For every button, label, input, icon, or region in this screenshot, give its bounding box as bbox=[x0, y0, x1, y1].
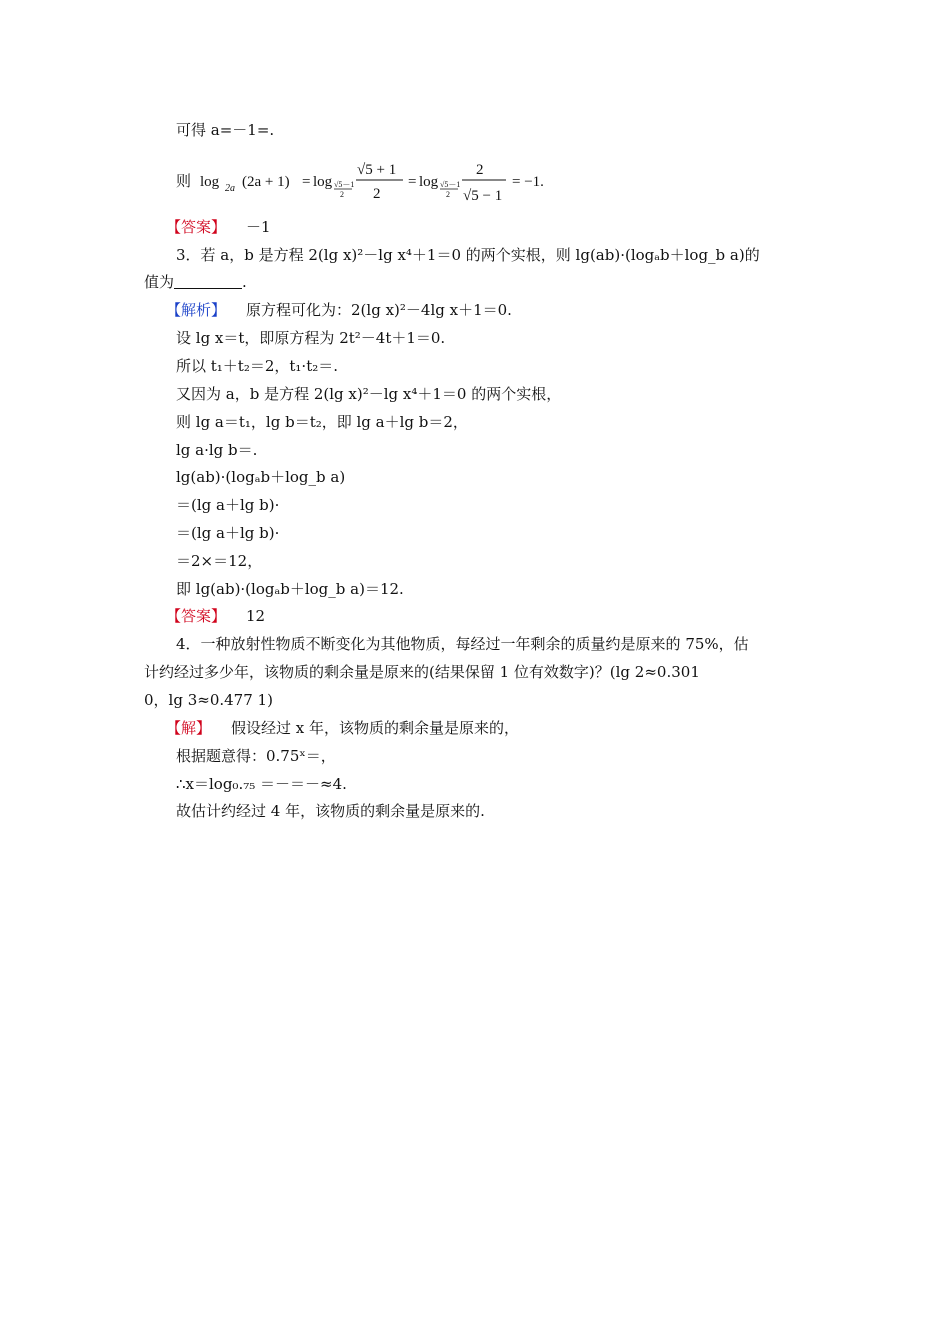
formula-base1: √5－1 bbox=[334, 180, 355, 189]
q3-suffix: . bbox=[242, 273, 247, 291]
solution-line: 则 lg a＝t₁，lg b＝t₂，即 lg a＋lg b＝2， bbox=[176, 413, 468, 431]
formula-base1-den: 2 bbox=[340, 190, 344, 199]
solution-tag: 【解】 bbox=[166, 719, 212, 737]
answer-value: 12 bbox=[246, 607, 266, 625]
formula-log3: log bbox=[419, 174, 439, 190]
analysis-line bbox=[166, 300, 512, 320]
solution-line: 故估计约经过 4 年，该物质的剩余量是原来的. bbox=[176, 802, 485, 820]
solution-line: 所以 t₁＋t₂＝2，t₁·t₂＝. bbox=[176, 357, 339, 375]
formula-log: log bbox=[200, 174, 220, 190]
formula-den1: 2 bbox=[373, 186, 381, 202]
formula-result: = −1. bbox=[512, 174, 544, 190]
analysis-tag: 【解析】 bbox=[166, 301, 227, 319]
answer-blank bbox=[174, 274, 242, 289]
solution-line: ＝2×＝12， bbox=[176, 552, 263, 570]
solution-line: lg a·lg b＝. bbox=[176, 441, 258, 459]
solution-line: 即 lg(ab)·(logₐb＋log_b a)＝12. bbox=[176, 580, 404, 598]
question-4-line-1: 4．一种放射性物质不断变化为其他物质，每经过一年剩余的质量约是原来的 75%，估 bbox=[176, 635, 749, 653]
formula-log2: log bbox=[313, 174, 333, 190]
answer-tag: 【答案】 bbox=[166, 607, 227, 625]
log-formula bbox=[176, 160, 556, 206]
solution-line: lg(ab)·(logₐb＋log_b a) bbox=[176, 468, 346, 486]
solution-line: ∴x＝log₀.₇₅ ＝－＝－≈4. bbox=[176, 775, 347, 793]
formula-base2-den: 2 bbox=[446, 190, 450, 199]
answer-tag: 【答案】 bbox=[166, 218, 227, 236]
q3-prefix: 值为 bbox=[144, 273, 175, 291]
question-3-line-2 bbox=[144, 272, 247, 292]
solution-line: 设 lg x＝t，即原方程为 2t²－4t＋1＝0. bbox=[176, 329, 446, 347]
formula-eq1: = bbox=[302, 174, 311, 190]
question-3-line-1: 3．若 a，b 是方程 2(lg x)²－lg x⁴＋1＝0 的两个实根，则 lg(ab)·(logₐb＋log_b a)的 bbox=[176, 246, 760, 264]
formula-arg: (2a + 1) bbox=[242, 174, 290, 190]
analysis-text: 原方程可化为：2(lg x)²－4lg x＋1＝0. bbox=[246, 301, 512, 319]
formula-num2: 2 bbox=[476, 162, 484, 178]
formula-sub: 2a bbox=[225, 183, 235, 194]
answer-1 bbox=[166, 217, 271, 237]
formula-base2: √5－1 bbox=[440, 180, 461, 189]
formula-eq2: = bbox=[408, 174, 417, 190]
solution-4-header bbox=[166, 718, 519, 738]
formula-prefix: 则 bbox=[176, 174, 192, 190]
solution-line: 又因为 a，b 是方程 2(lg x)²－lg x⁴＋1＝0 的两个实根， bbox=[176, 385, 562, 403]
formula-den2: √5 − 1 bbox=[463, 188, 503, 204]
question-4-line-3: 0，lg 3≈0.477 1) bbox=[144, 691, 273, 709]
solution-line: ＝(lg a＋lg b)· bbox=[176, 524, 280, 542]
solution-text: 假设经过 x 年，该物质的剩余量是原来的， bbox=[231, 719, 520, 737]
question-4-line-2: 计约经过多少年，该物质的剩余量是原来的(结果保留 1 位有效数字)？(lg 2≈0.301 bbox=[144, 663, 700, 681]
answer-value: －1 bbox=[246, 218, 271, 236]
answer-2 bbox=[166, 606, 265, 626]
solution-line: 根据题意得：0.75ˣ＝， bbox=[176, 747, 336, 765]
text-line: 可得 a=－1=. bbox=[176, 121, 275, 139]
solution-line: ＝(lg a＋lg b)· bbox=[176, 496, 280, 514]
formula-num1: √5 + 1 bbox=[357, 162, 397, 178]
